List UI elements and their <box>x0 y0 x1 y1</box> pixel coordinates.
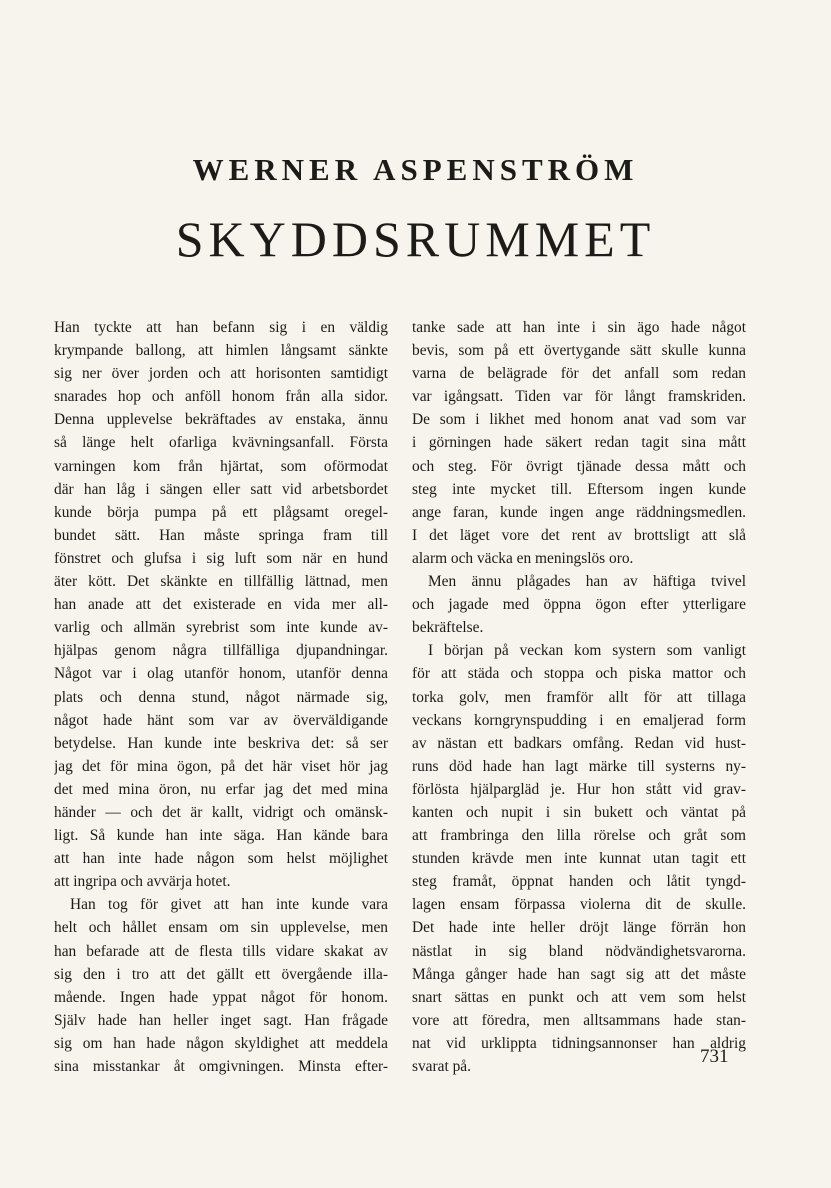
text-line: varlig och allmän syrebrist som inte kunde av- <box>54 619 388 637</box>
text-line: De som i likhet med honom anat vad som var <box>412 411 746 429</box>
text-line: fönstret och glufsa i sig luft som när en hund <box>54 549 388 567</box>
text-line: Något var i olag utanför honom, utanför denna <box>54 665 388 683</box>
text-line: I början på veckan kom systern som vanligt <box>428 642 746 660</box>
text-line: och jagade med öppna ögon efter ytterligare <box>412 596 746 614</box>
text-line: jag det för mina ögon, på det här viset hör jag <box>54 757 388 775</box>
text-line: Men ännu plågades han av häftiga tvivel <box>428 573 746 591</box>
text-line: Själv hade han heller inget sagt. Han frågade <box>54 1011 388 1029</box>
text-line: bevis, som på ett övertygande sätt skulle kunna <box>412 342 746 360</box>
text-line: Han tyckte att han befann sig i en väldig <box>54 319 388 336</box>
text-line: runs död hade han lagt märke till systerns ny- <box>412 757 746 775</box>
text-line: plats och denna stund, något närmade sig, <box>54 688 388 706</box>
text-column-left <box>54 316 388 1078</box>
text-line: i görningen hade säkert redan tagit sina mått <box>412 434 746 452</box>
text-line: sig ner över jorden och att horisonten samtidigt <box>54 365 388 383</box>
text-line: svarat på. <box>412 1058 471 1075</box>
author-name: WERNER ASPENSTRÖM <box>192 152 639 187</box>
text-line: något hade hänt som var av överväldigande <box>54 711 388 729</box>
text-line: att frambringa den lilla rörelse och gråt som <box>412 827 746 845</box>
text-line: där han låg i sängen eller satt vid arbetsbordet <box>54 480 388 498</box>
text-line: Det hade inte heller dröjt länge förrän hon <box>412 919 746 937</box>
text-line: ange faran, kunde ingen ange räddningsmedlen. <box>412 503 746 521</box>
text-line: att ingripa och avvärja hotet. <box>54 873 231 891</box>
text-line: så länge helt ofarliga kvävningsanfall. Första <box>54 434 388 452</box>
text-line: ligt. Så kunde han inte säga. Han kände bara <box>54 827 388 845</box>
text-line: och steg. För övrigt tjänade dessa mått och <box>412 457 746 475</box>
text-line: veckans korngrynspudding i en emaljerad form <box>412 711 746 729</box>
text-line: det med mina öron, nu erfar jag det med mina <box>54 780 388 798</box>
text-line: för att städa och stoppa och piska mattor och <box>412 665 746 683</box>
text-line: mående. Ingen hade yppat något för honom. <box>54 988 388 1006</box>
text-line: sig om han hade någon skyldighet att meddela <box>54 1034 388 1052</box>
text-line: krympande ballong, att himlen långsamt sänkte <box>54 342 388 360</box>
text-line: nat vid urklippta tidningsannonser han aldrig <box>412 1034 746 1052</box>
text-line: kunde börja pumpa på ett plågsamt oregel- <box>54 503 388 521</box>
text-line: betydelse. Han kunde inte beskriva det: så ser <box>54 734 388 752</box>
text-line: I det läget vore det rent av brottsligt att slå <box>412 526 746 544</box>
text-line: tanke sade att han inte i sin ägo hade något <box>412 319 746 336</box>
text-line: vore att föredra, men alltsammans hade stan- <box>412 1011 746 1029</box>
text-line: snarades hop och anföll honom från alla sidor. <box>54 388 388 406</box>
text-line: torka golv, men framför allt för att tillaga <box>412 688 746 706</box>
text-line: av nästan ett badkars omfång. Redan vid hust- <box>412 734 746 752</box>
text-line: att han inte hade någon som helst möjlighet <box>54 850 388 868</box>
text-line: bundet sätt. Han måste springa fram till <box>54 526 388 544</box>
article-title: SKYDDSRUMMET <box>175 211 656 267</box>
text-line: händer — och det är kallt, vidrigt och omänsk- <box>54 803 388 821</box>
text-line: lagen ensam förpassa violerna dit de skulle. <box>412 896 746 914</box>
text-line: var igångsatt. Tiden var för långt framskriden. <box>412 388 746 406</box>
text-line: förlösta hjälpargläd je. Hur hon stått vid grav- <box>412 780 746 798</box>
text-line: han anade att det existerade en vida mer all- <box>54 596 388 614</box>
page-number: 731 <box>700 1046 729 1067</box>
text-line: äter kött. Det skänkte en tillfällig lättnad, men <box>54 573 388 591</box>
text-line: steg framåt, öppnat handen och låtit tyngd- <box>412 873 746 891</box>
text-line: han befarade att de flesta tills vidare skakat av <box>54 942 388 960</box>
text-line: nästlat in sig bland nödvändighetsvarorna. <box>412 942 746 960</box>
text-line: sina misstankar åt omgivningen. Minsta efter- <box>54 1058 388 1075</box>
text-line: varna de belägrade för det anfall som redan <box>412 365 746 383</box>
text-line: Han tog för givet att han inte kunde vara <box>70 896 388 914</box>
text-line: steg inte mycket till. Eftersom ingen kunde <box>412 480 746 498</box>
text-column-right <box>412 316 746 1078</box>
text-line: bekräftelse. <box>412 619 484 637</box>
text-line: alarm och väcka en meningslös oro. <box>412 549 634 567</box>
text-line: snart sättas en punkt och att vem som helst <box>412 988 746 1006</box>
text-line: kanten och nupit i sin bukett och väntat på <box>412 803 746 821</box>
text-line: stunden krävde men inte kunnat utan tagit ett <box>412 850 746 868</box>
text-line: Denna upplevelse bekräftades av enstaka, ännu <box>54 411 388 429</box>
text-line: sig den i tro att det gällt ett övergående illa- <box>54 965 388 983</box>
text-line: varningen kom från hjärtat, som oförmodat <box>54 457 388 475</box>
text-line: helt och hållet ensam om sin upplevelse, men <box>54 919 388 937</box>
text-line: Många gånger hade han sagt sig att det måste <box>412 965 746 983</box>
text-line: hjälpas genom några tillfälliga djupandningar. <box>54 642 388 660</box>
